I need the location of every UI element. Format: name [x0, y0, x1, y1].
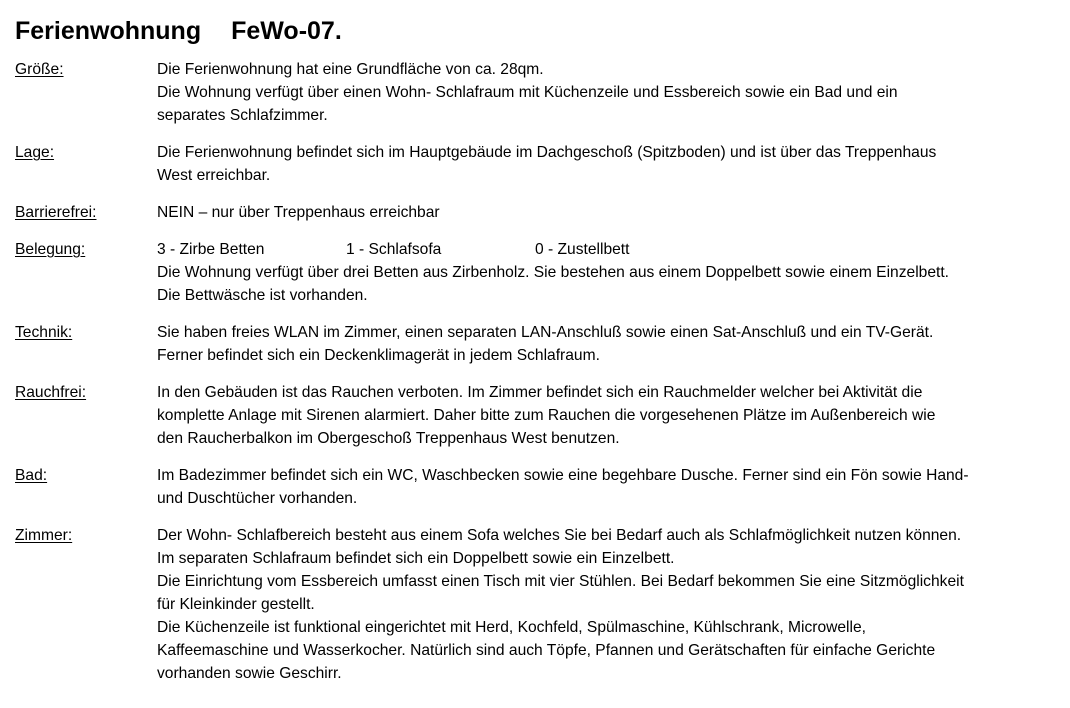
text-line: Der Wohn- Schlafbereich besteht aus einem Sofa welches Sie bei Bedarf auch als Schlafmöglichkeit nutzen können.	[157, 527, 962, 544]
text-line: für Kleinkinder gestellt.	[157, 596, 315, 613]
section-rauchfrei	[15, 381, 1060, 450]
section-content-technik	[157, 321, 1060, 367]
section-label-bad: Bad:	[15, 467, 48, 484]
text-line: Die Küchenzeile ist funktional eingerichtet mit Herd, Kochfeld, Spülmaschine, Kühlschrank, Microwelle,	[157, 619, 866, 636]
bed-count-zirbe: 3 - Zirbe Betten	[157, 241, 265, 258]
section-content-rauchfrei	[157, 381, 1060, 450]
text-line: separates Schlafzimmer.	[157, 107, 328, 124]
text-line: Die Einrichtung vom Essbereich umfasst einen Tisch mit vier Stühlen. Bei Bedarf bekommen Sie eine Sitzmöglichkeit	[157, 573, 964, 590]
section-content-barrierefrei	[157, 201, 1060, 224]
section-label-barrierefrei: Barrierefrei:	[15, 204, 97, 221]
bed-count-schlafsofa: 1 - Schlafsofa	[346, 241, 442, 258]
text-line: vorhanden sowie Geschirr.	[157, 665, 342, 682]
text-line: Im separaten Schlafraum befindet sich ein Doppelbett sowie ein Einzelbett.	[157, 550, 675, 567]
section-label-technik: Technik:	[15, 324, 73, 341]
text-line: Im Badezimmer befindet sich ein WC, Waschbecken sowie eine begehbare Dusche. Ferner sind ein Fön sowie Hand-	[157, 467, 969, 484]
text-line: Die Bettwäsche ist vorhanden.	[157, 287, 368, 304]
section-barrierefrei	[15, 201, 1060, 224]
section-content-groesse	[157, 58, 1060, 127]
bed-summary	[157, 238, 1060, 261]
text-line: komplette Anlage mit Sirenen alarmiert. Daher bitte zum Rauchen die vorgesehenen Plätze im Außenbereich wie	[157, 407, 936, 424]
text-line: Die Wohnung verfügt über drei Betten aus Zirbenholz. Sie bestehen aus einem Doppelbett sowie einem Einzelbett.	[157, 264, 949, 281]
text-line: den Raucherbalkon im Obergeschoß Treppenhaus West benutzen.	[157, 430, 620, 447]
text-line: Sie haben freies WLAN im Zimmer, einen separaten LAN-Anschluß sowie einen Sat-Anschluß und ein TV-Gerät.	[157, 324, 934, 341]
title-text: Ferienwohnung	[15, 17, 202, 45]
text-line: In den Gebäuden ist das Rauchen verboten. Im Zimmer befindet sich ein Rauchmelder welcher bei Aktivität die	[157, 384, 923, 401]
section-label-lage: Lage:	[15, 144, 55, 161]
document	[15, 14, 1060, 699]
section-belegung	[15, 238, 1060, 307]
text-line: und Duschtücher vorhanden.	[157, 490, 358, 507]
text-line: Ferner befindet sich ein Deckenklimagerät in jedem Schlafraum.	[157, 347, 600, 364]
text-line: Kaffeemaschine und Wasserkocher. Natürlich sind auch Töpfe, Pfannen und Gerätschaften für einfache Gerichte	[157, 642, 936, 659]
page-title	[15, 14, 1060, 48]
section-content-zimmer	[157, 524, 1060, 685]
text-line: West erreichbar.	[157, 167, 271, 184]
bed-count-zustellbett: 0 - Zustellbett	[535, 241, 630, 258]
section-label-zimmer: Zimmer:	[15, 527, 73, 544]
section-technik	[15, 321, 1060, 367]
text-line: Die Ferienwohnung befindet sich im Hauptgebäude im Dachgeschoß (Spitzboden) und ist über das Treppenhaus	[157, 144, 937, 161]
section-lage	[15, 141, 1060, 187]
section-content-lage	[157, 141, 1060, 187]
section-label-groesse: Größe:	[15, 61, 64, 78]
text-line: NEIN – nur über Treppenhaus erreichbar	[157, 204, 440, 221]
section-groesse	[15, 58, 1060, 127]
text-line: Die Ferienwohnung hat eine Grundfläche von ca. 28qm.	[157, 61, 544, 78]
section-label-belegung: Belegung:	[15, 241, 86, 258]
apartment-code: FeWo-07.	[231, 17, 342, 45]
section-zimmer	[15, 524, 1060, 685]
section-label-rauchfrei: Rauchfrei:	[15, 384, 87, 401]
section-content-bad	[157, 464, 1060, 510]
text-line: Die Wohnung verfügt über einen Wohn- Schlafraum mit Küchenzeile und Essbereich sowie ein Bad und ein	[157, 84, 898, 101]
section-content-belegung	[157, 238, 1060, 307]
section-bad	[15, 464, 1060, 510]
